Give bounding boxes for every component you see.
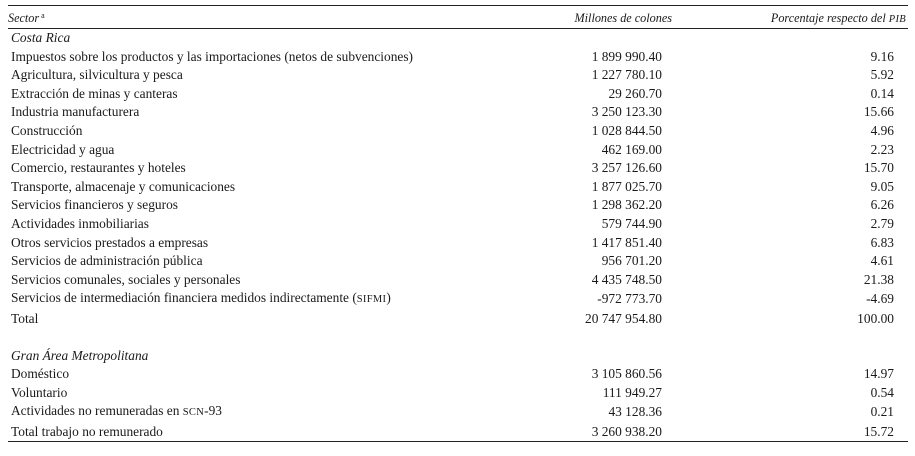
cell-sector: Servicios financieros y seguros <box>11 197 178 213</box>
table-row-sifmi <box>8 289 908 310</box>
section-spacer <box>8 329 908 347</box>
cell-sector: Electricidad y agua <box>11 141 115 157</box>
header-porcentaje <box>698 6 908 29</box>
table-row-total-no-remunerado <box>8 423 908 442</box>
cell-millones: 1 298 362.20 <box>591 197 662 213</box>
cell-millones: 3 105 860.56 <box>591 366 662 382</box>
section-title-text: Gran Área Metropolitana <box>11 347 149 363</box>
scn-label: Actividades no remuneradas en <box>11 403 183 419</box>
cell-sector <box>8 289 538 310</box>
header-sector-footnote: a <box>41 11 45 20</box>
header-sector-label: Sector <box>8 11 40 25</box>
cell-millones: 1 877 025.70 <box>591 178 662 194</box>
header-millones: Millones de colones <box>538 6 698 29</box>
cell-millones: 20 747 954.80 <box>585 310 662 326</box>
cell-millones: 43 128.36 <box>608 404 662 420</box>
cell-porcentaje: 0.14 <box>870 85 894 101</box>
cell-sector: Voluntario <box>11 384 68 400</box>
section-title-text: Costa Rica <box>11 30 71 45</box>
cell-sector: Impuestos sobre los productos y las importaciones (netos de subvenciones) <box>11 48 414 64</box>
section-title-costa-rica <box>8 29 908 48</box>
cell-millones: 579 744.90 <box>601 215 662 231</box>
sifmi-label: Servicios de intermediación financiera medidos indirectamente ( <box>11 290 357 306</box>
cell-sector: Agricultura, silvicultura y pesca <box>11 67 183 83</box>
table-header-row <box>8 6 908 29</box>
spacer-cell <box>8 329 908 347</box>
cell-porcentaje: 0.54 <box>870 384 894 400</box>
cell-porcentaje: 2.79 <box>870 215 894 231</box>
scn-abbr: SCN <box>182 407 205 419</box>
table-row <box>8 271 908 290</box>
cell-porcentaje: 4.61 <box>870 253 894 269</box>
cell-sector: Servicios de administración pública <box>11 253 203 269</box>
cell-porcentaje: 15.70 <box>863 160 894 176</box>
cell-porcentaje: 14.97 <box>863 366 894 382</box>
cell-millones: 1 417 851.40 <box>591 234 662 250</box>
table-row-scn <box>8 402 908 423</box>
cell-sector <box>8 402 538 423</box>
table-row <box>8 234 908 253</box>
cell-porcentaje: 9.16 <box>870 48 894 64</box>
data-table-container <box>8 5 908 442</box>
cell-sector: Servicios comunales, sociales y personales <box>11 271 241 287</box>
cell-sector: Extracción de minas y canteras <box>11 85 178 101</box>
cell-porcentaje: 15.72 <box>698 423 908 442</box>
cell-porcentaje: 21.38 <box>863 271 894 287</box>
cell-porcentaje: 6.83 <box>870 234 894 250</box>
table-row <box>8 384 908 403</box>
cell-porcentaje: 15.66 <box>863 104 894 120</box>
cell-sector: Comercio, restaurantes y hoteles <box>11 160 186 176</box>
sector-table <box>8 5 908 442</box>
cell-sector: Total <box>11 310 39 326</box>
cell-sector: Doméstico <box>11 366 70 382</box>
table-row <box>8 365 908 384</box>
scn-suffix: -93 <box>204 403 222 419</box>
table-row <box>8 141 908 160</box>
cell-porcentaje: 9.05 <box>870 178 894 194</box>
cell-millones: 29 260.70 <box>608 85 662 101</box>
table-row <box>8 178 908 197</box>
table-row <box>8 66 908 85</box>
cell-millones: 3 250 123.30 <box>591 104 662 120</box>
cell-sector: Transporte, almacenaje y comunicaciones <box>11 178 236 194</box>
cell-sector: Total trabajo no remunerado <box>8 423 538 442</box>
table-row <box>8 215 908 234</box>
table-row <box>8 122 908 141</box>
table-row <box>8 48 908 67</box>
cell-porcentaje: 4.96 <box>870 122 894 138</box>
cell-porcentaje: 100.00 <box>857 310 894 326</box>
sifmi-abbr: SIFMI <box>356 294 387 306</box>
header-porcentaje-abbr: PIB <box>888 14 906 25</box>
cell-porcentaje: 6.26 <box>870 197 894 213</box>
cell-sector: Construcción <box>11 122 83 138</box>
cell-sector: Actividades inmobiliarias <box>11 215 149 231</box>
table-row <box>8 103 908 122</box>
cell-millones: 1 028 844.50 <box>591 122 662 138</box>
cell-millones: 3 260 938.20 <box>538 423 698 442</box>
section-title-gam <box>8 347 908 366</box>
cell-sector: Otros servicios prestados a empresas <box>11 234 209 250</box>
header-porcentaje-label: Porcentaje respecto del <box>770 11 889 25</box>
cell-millones: -972 773.70 <box>597 291 662 307</box>
cell-millones: 3 257 126.60 <box>591 160 662 176</box>
cell-porcentaje: -4.69 <box>866 291 894 307</box>
cell-porcentaje: 5.92 <box>870 67 894 83</box>
header-sector <box>8 6 538 29</box>
table-row <box>8 196 908 215</box>
cell-millones: 4 435 748.50 <box>591 271 662 287</box>
sifmi-suffix: ) <box>386 290 391 306</box>
cell-millones: 111 949.27 <box>602 384 662 400</box>
cell-millones: 956 701.20 <box>601 253 662 269</box>
table-row <box>8 85 908 104</box>
cell-millones: 1 227 780.10 <box>591 67 662 83</box>
cell-millones: 462 169.00 <box>601 141 662 157</box>
table-row <box>8 159 908 178</box>
cell-millones: 1 899 990.40 <box>591 48 662 64</box>
cell-sector: Industria manufacturera <box>11 104 140 120</box>
table-row-total <box>8 310 908 329</box>
cell-porcentaje: 0.21 <box>870 404 894 420</box>
table-row <box>8 252 908 271</box>
cell-porcentaje: 2.23 <box>870 141 894 157</box>
